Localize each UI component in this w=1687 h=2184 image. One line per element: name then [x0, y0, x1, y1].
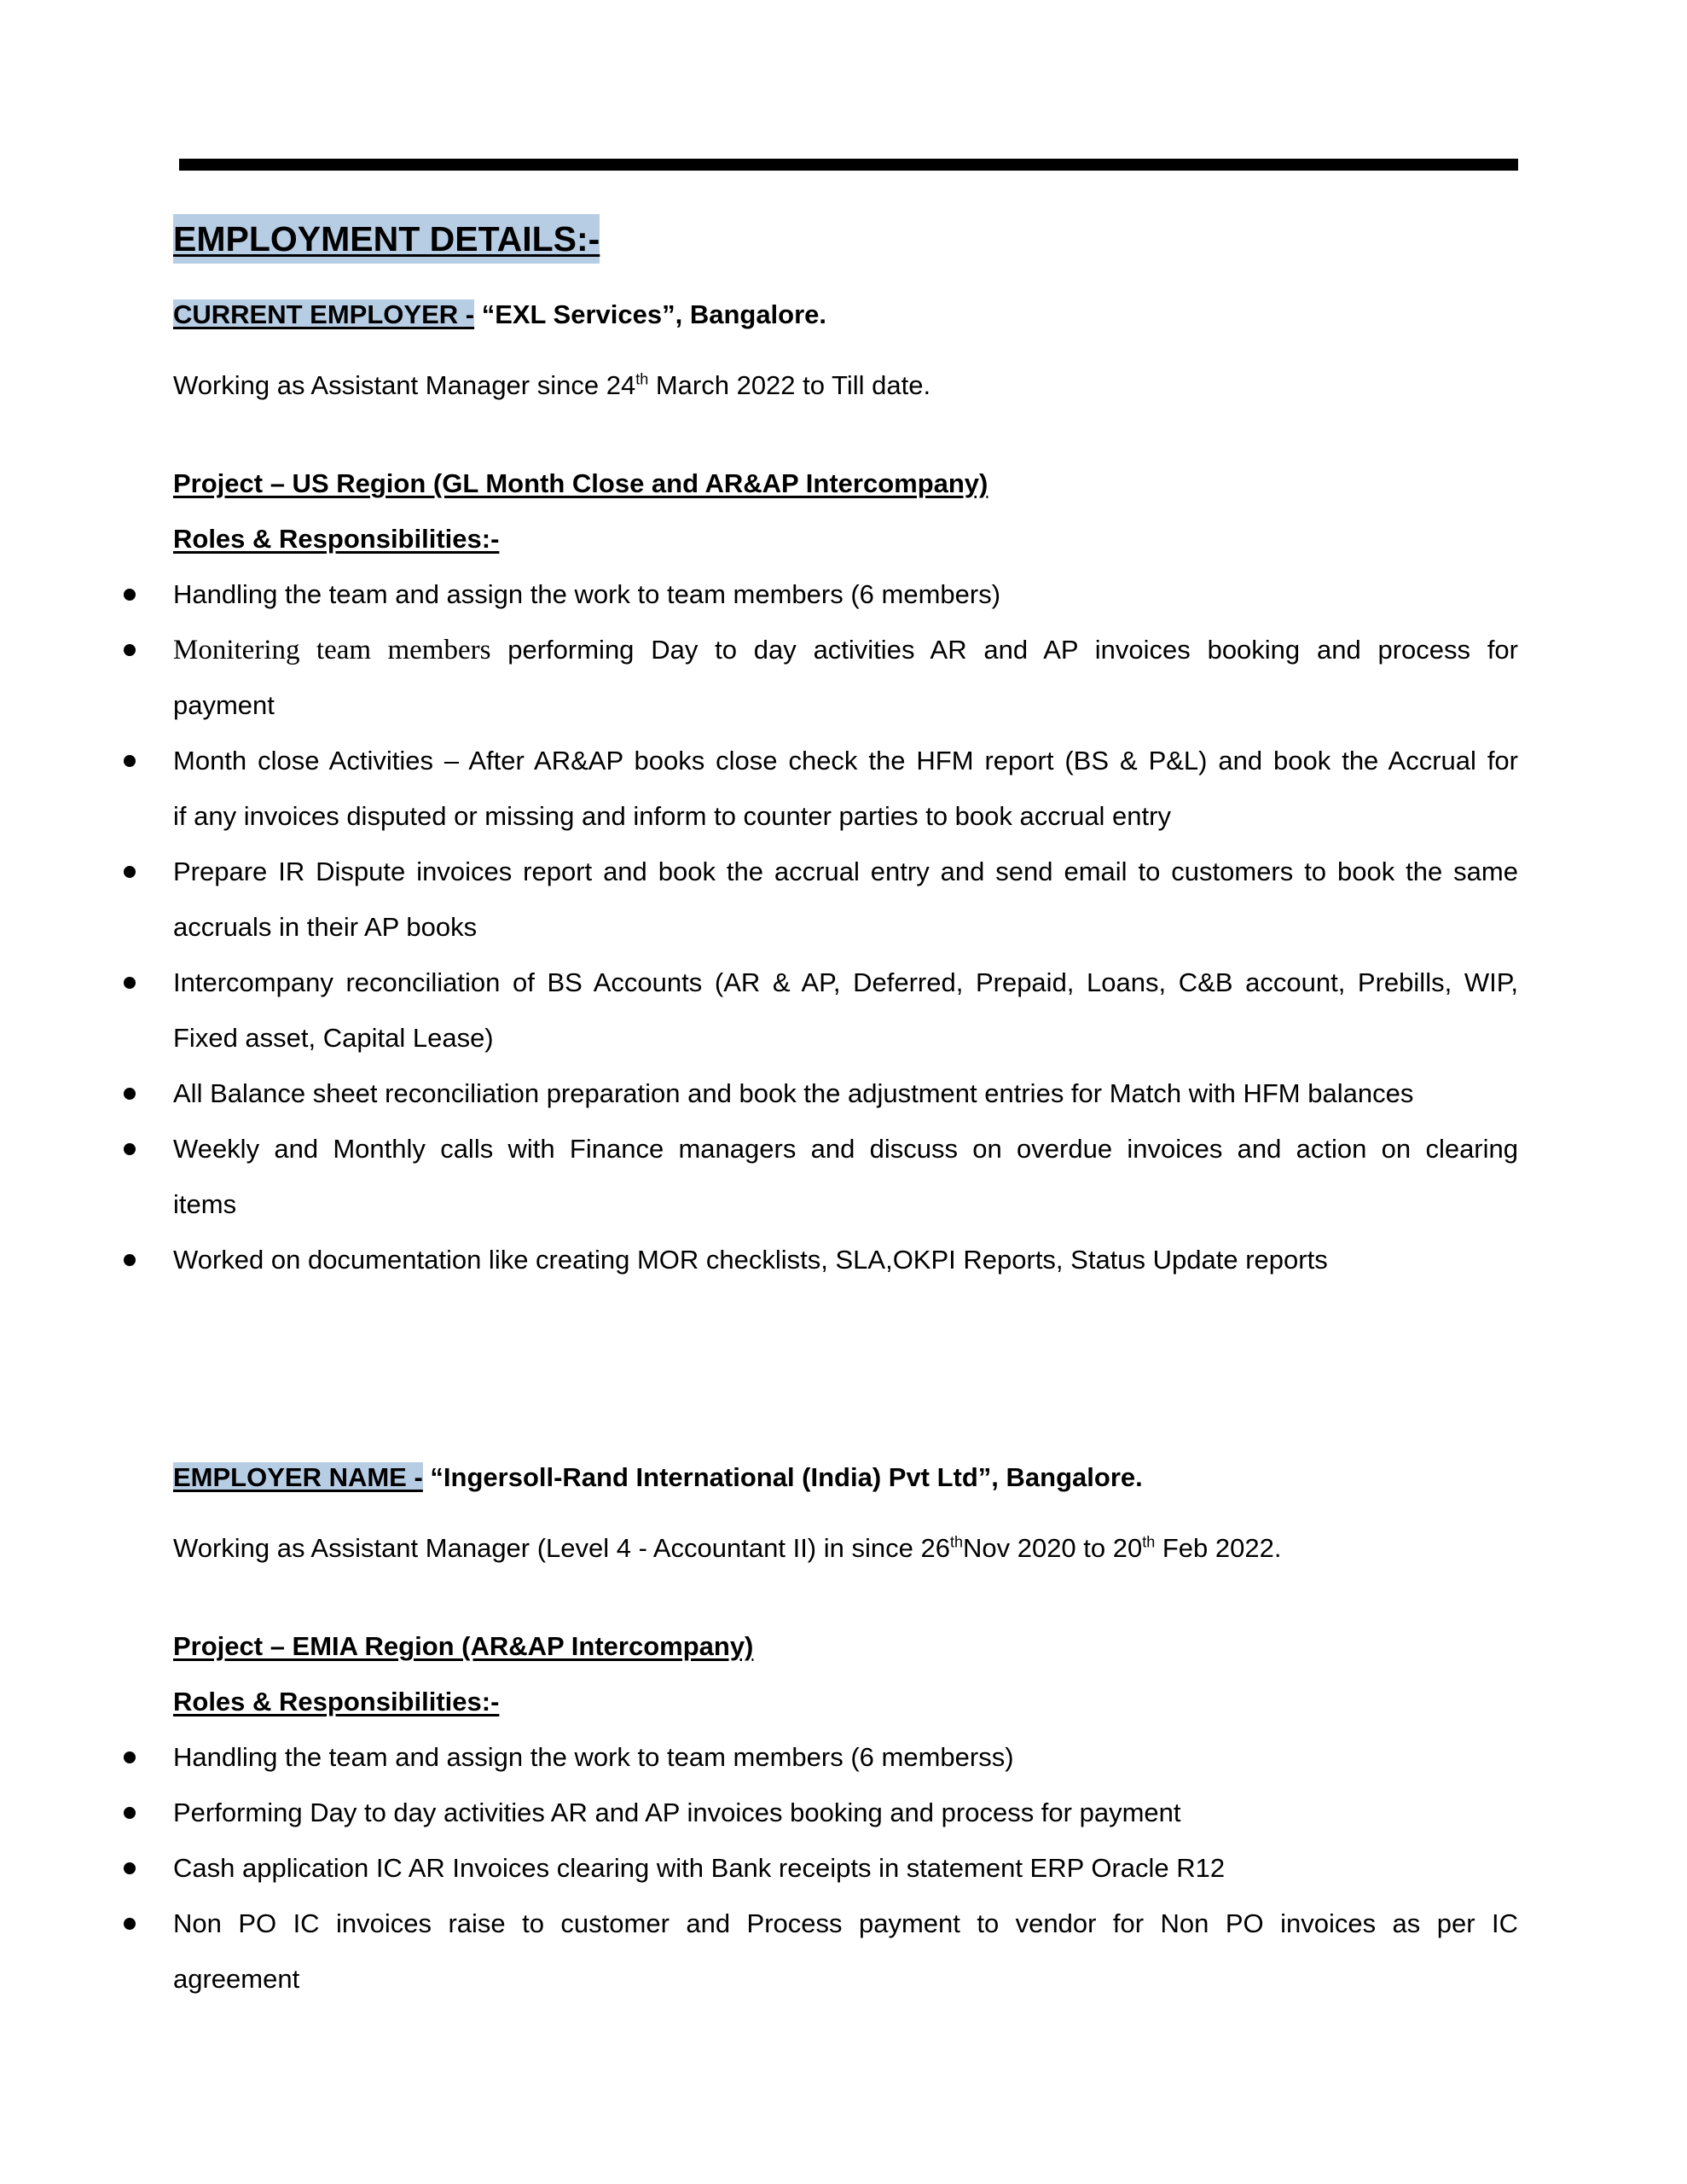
list-item-continuation: payment [173, 690, 275, 720]
list-item: Prepare IR Dispute invoices report and book the accrual entry and send email to customers to book the same [173, 857, 1518, 886]
list-item: Handling the team and assign the work to team members (6 memberss) [173, 1742, 1014, 1772]
list-item: Monitering team members performing Day to day activities AR and AP invoices booking and process for [173, 635, 1518, 665]
bullet-icon [124, 1862, 136, 1874]
bullet-icon [124, 977, 136, 989]
employer-name: “Ingersoll-Rand International (India) Pvt Ltd”, Bangalore. [422, 1462, 1143, 1492]
list-item-continuation: items [173, 1189, 237, 1219]
employer-label: CURRENT EMPLOYER - [173, 299, 475, 329]
roles-heading: Roles & Responsibilities:- [173, 1687, 500, 1716]
roles-heading: Roles & Responsibilities:- [173, 524, 500, 554]
list-item: All Balance sheet reconciliation preparation and book the adjustment entries for Match with HFM balances [173, 1078, 1414, 1108]
employer-name: “EXL Services”, Bangalore. [474, 299, 827, 329]
list-item: Intercompany reconciliation of BS Accounts (AR & AP, Deferred, Prepaid, Loans, C&B account, Prebills, WIP, [173, 967, 1518, 997]
list-item: Performing Day to day activities AR and AP invoices booking and process for payment [173, 1798, 1181, 1827]
list-item-continuation: accruals in their AP books [173, 912, 478, 942]
list-item: Handling the team and assign the work to team members (6 members) [173, 579, 1001, 609]
list-item-continuation: Fixed asset, Capital Lease) [173, 1023, 494, 1053]
project-title: Project – EMIA Region (AR&AP Intercompany) [173, 1631, 754, 1661]
bullet-icon [124, 1751, 136, 1763]
section-title: EMPLOYMENT DETAILS:- [173, 213, 600, 264]
list-item: Cash application IC AR Invoices clearing with Bank receipts in statement ERP Oracle R12 [173, 1853, 1226, 1883]
bullet-icon [124, 1807, 136, 1819]
bullet-icon [124, 589, 136, 601]
bullet-icon [124, 1918, 136, 1930]
previous-employer-heading [173, 1461, 1143, 1495]
current-employer-heading [173, 298, 826, 332]
bullet-icon [124, 755, 136, 767]
list-item-continuation: if any invoices disputed or missing and inform to counter parties to book accrual entry [173, 801, 1171, 831]
list-item: Weekly and Monthly calls with Finance managers and discuss on overdue invoices and action on clearing [173, 1134, 1518, 1164]
bullet-icon [124, 1254, 136, 1266]
project-title: Project – US Region (GL Month Close and AR&AP Intercompany) [173, 468, 988, 498]
list-item: Worked on documentation like creating MOR checklists, SLA,OKPI Reports, Status Update reports [173, 1245, 1328, 1275]
list-item: Month close Activities – After AR&AP books close check the HFM report (BS & P&L) and book the Accrual for [173, 746, 1518, 775]
bullet-icon [124, 866, 136, 878]
employer-label: EMPLOYER NAME - [173, 1462, 423, 1492]
bullet-icon [124, 644, 136, 656]
bullet-icon [124, 1088, 136, 1100]
employer-tenure: Working as Assistant Manager (Level 4 - Accountant II) in since 26thNov 2020 to 20th Feb 2022. [173, 1533, 1282, 1563]
list-item: Non PO IC invoices raise to customer and Process payment to vendor for Non PO invoices as per IC [173, 1908, 1518, 1938]
list-item-continuation: agreement [173, 1964, 300, 1994]
top-rule-divider [179, 159, 1518, 171]
bullet-icon [124, 1143, 136, 1155]
employer-tenure: Working as Assistant Manager since 24th March 2022 to Till date. [173, 370, 931, 400]
